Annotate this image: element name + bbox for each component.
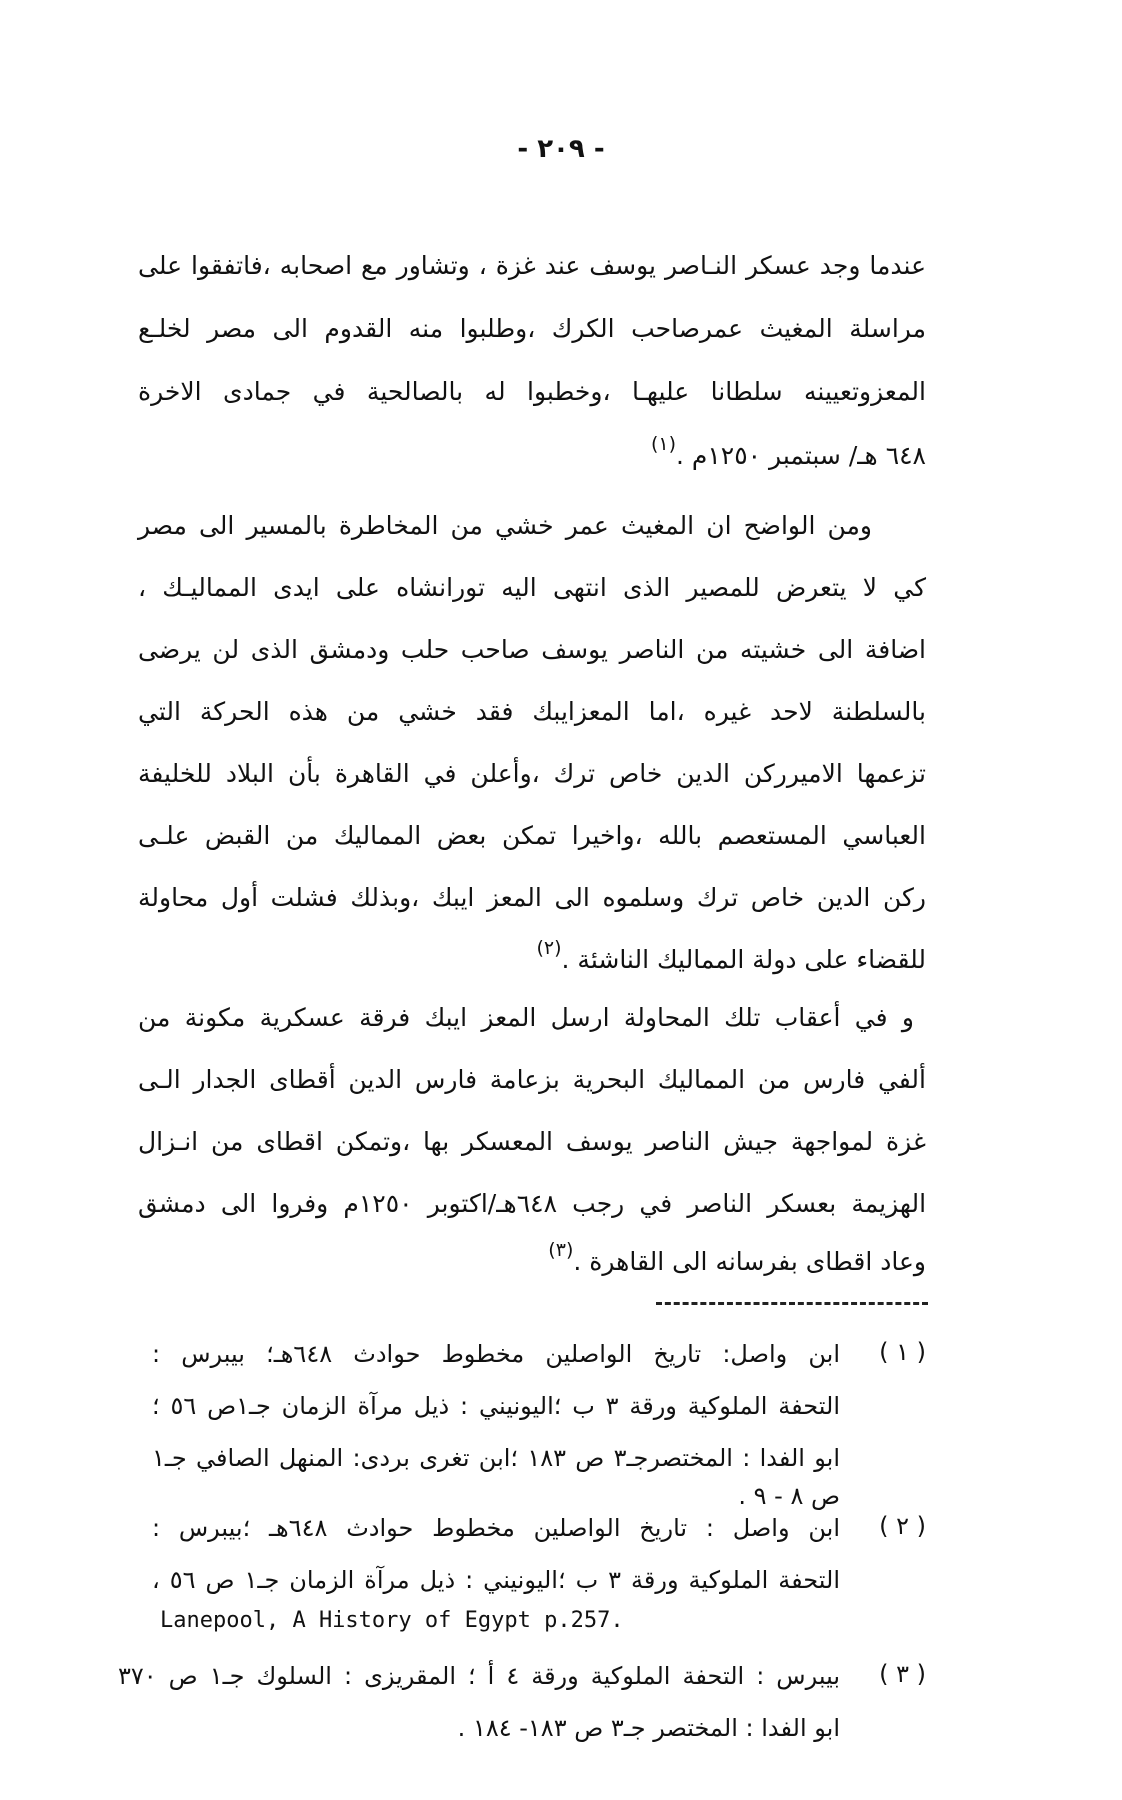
footnote-2-latin-reference: Lanepool, A History of Egypt p.257. (160, 1608, 624, 1633)
paragraph-1-line-4 (650, 433, 926, 474)
footnote-3-line-1: بيبرس : التحفة الملوكية ورقة ٤ أ ؛ المقريزى : السلوك جـ١ ص ٣٧٠ (118, 1662, 840, 1690)
paragraph-2-line-5: تزعمها الاميرركن الدين خاص ترك ،وأعلن في القاهرة بأن البلاد للخليفة (138, 759, 926, 788)
paragraph-2-line-8-text: للقضاء على دولة المماليك الناشئة . (561, 945, 926, 974)
footnote-3-number: ( ٣ ) (879, 1660, 926, 1688)
paragraph-3-line-5 (548, 1239, 926, 1280)
footnote-1-line-2: التحفة الملوكية ورقة ٣ ب ؛اليونيني : ذيل مرآة الزمان جـ١ص ٥٦ ؛ (152, 1392, 840, 1420)
footnote-1-number: ( ١ ) (879, 1338, 926, 1366)
footnote-ref-2: (٢) (536, 937, 562, 959)
paragraph-2-line-8 (536, 937, 926, 978)
paragraph-2-line-1: ومن الواضح ان المغيث عمر خشي من المخاطرة بالمسير الى مصر (138, 511, 872, 540)
paragraph-3-line-2: ألفي فارس من المماليك البحرية بزعامة فارس الدين أقطاى الجدار الـى (138, 1065, 926, 1094)
paragraph-3-line-3: غزة لمواجهة جيش الناصر يوسف المعسكر بها ،وتمكن اقطاى من انـزال (138, 1127, 926, 1156)
footnote-ref-3: (٣) (548, 1239, 574, 1261)
footnote-2-number: ( ٢ ) (879, 1512, 926, 1540)
footnote-1-line-4: ص ٨ - ٩ . (738, 1482, 840, 1510)
paragraph-1-line-4-text: ٦٤٨ هـ/ سبتمبر ١٢٥٠م . (676, 441, 926, 470)
paragraph-1-line-3: المعزوتعيينه سلطانا عليهـا ،وخطبوا له بالصالحية في جمادى الاخرة (138, 377, 926, 406)
footnote-ref-1: (١) (650, 433, 676, 455)
paragraph-2-line-6: العباسي المستعصم بالله ،واخيرا تمكن بعض المماليك من القبض علـى (138, 821, 926, 850)
page-number: - ٢٠٩ - (517, 134, 605, 164)
paragraph-3-line-4: الهزيمة بعسكر الناصر في رجب ٦٤٨هـ/اكتوبر ١٢٥٠م وفروا الى دمشق (138, 1189, 927, 1218)
paragraph-3-line-1: و في أعقاب تلك المحاولة ارسل المعز ايبك فرقة عسكرية مكونة من (138, 1003, 914, 1032)
footnote-2-line-1: ابن واصل : تاريخ الواصلين مخطوط حوادث ٦٤٨هـ ؛بيبرس : (152, 1514, 840, 1542)
paragraph-2-line-7: ركن الدين خاص ترك وسلموه الى المعز ايبك ،وبذلك فشلت أول محاولة (138, 883, 926, 912)
paragraph-2-line-3: اضافة الى خشيته من الناصر يوسف صاحب حلب ودمشق الذى لن يرضى (138, 635, 926, 664)
paragraph-2-line-2: كي لا يتعرض للمصير الذى انتهى اليه تورانشاه على ايدى المماليـك ، (138, 573, 926, 602)
footnote-2-line-2: التحفة الملوكية ورقة ٣ ب ؛اليونيني : ذيل مرآة الزمان جـ١ ص ٥٦ ، (152, 1566, 840, 1594)
paragraph-1-line-2: مراسلة المغيث عمرصاحب الكرك ،وطلبوا منه القدوم الى مصر لخلـع (138, 314, 926, 343)
footnote-divider (656, 1302, 928, 1305)
paragraph-2-line-4: بالسلطنة لاحد غيره ،اما المعزايبك فقد خشي من هذه الحركة التي (138, 697, 926, 726)
footnote-1-line-3: ابو الفدا : المختصرجـ٣ ص ١٨٣ ؛ابن تغرى بردى: المنهل الصافي جـ١ (152, 1444, 840, 1472)
footnote-1-line-1: ابن واصل: تاريخ الواصلين مخطوط حوادث ٦٤٨هـ؛ بيبرس : (152, 1340, 840, 1368)
paragraph-1-line-1: عندما وجد عسكر النـاصر يوسف عند غزة ، وتشاور مع اصحابه ،فاتفقوا على (138, 251, 926, 280)
footnote-3-line-2: ابو الفدا : المختصر جـ٣ ص ١٨٣- ١٨٤ . (457, 1714, 840, 1742)
paragraph-3-line-5-text: وعاد اقطاى بفرسانه الى القاهرة . (573, 1247, 926, 1276)
